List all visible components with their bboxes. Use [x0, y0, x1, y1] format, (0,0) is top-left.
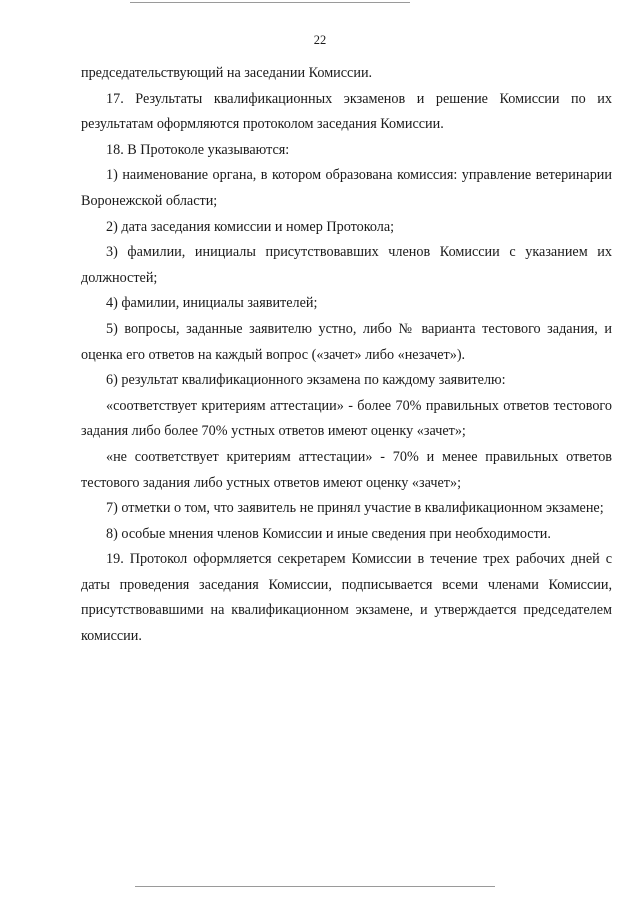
- paragraph: 5) вопросы, заданные заявителю устно, либо № варианта тестового задания, и оценка его ответов на каждый вопрос («зачет» либо «незачет»).: [81, 320, 612, 363]
- paragraph: 2) дата заседания комиссии и номер Протокола;: [106, 218, 395, 235]
- paragraph: 6) результат квалификационного экзамена по каждому заявителю:: [106, 372, 506, 389]
- paragraph: 19. Протокол оформляется секретарем Комиссии в течение трех рабочих дней с даты проведения заседания Комиссии, подписывается всеми членами Комиссии, присутствовавшими на квалификационном экзамене, и утверждается председателем комиссии.: [81, 551, 612, 645]
- paragraph: 17. Результаты квалификационных экзаменов и решение Комиссии по их результатам оформляются протоколом заседания Комиссии.: [81, 90, 612, 133]
- paragraph: 4) фамилии, инициалы заявителей;: [106, 295, 318, 312]
- paragraph: 7) отметки о том, что заявитель не принял участие в квалификационном экзамене;: [106, 500, 604, 517]
- paragraph: 8) особые мнения членов Комиссии и иные сведения при необходимости.: [106, 525, 551, 542]
- scan-edge-bottom: [135, 886, 495, 887]
- paragraph: 18. В Протоколе указываются:: [106, 141, 290, 158]
- document-body: [81, 61, 612, 650]
- paragraph: 3) фамилии, инициалы присутствовавших членов Комиссии с указанием их должностей;: [81, 244, 612, 286]
- paragraph: председательствующий на заседании Комиссии.: [81, 65, 373, 81]
- paragraph: 1) наименование органа, в котором образована комиссия: управление ветеринарии Воронежской области;: [81, 167, 612, 209]
- paragraph: «соответствует критериям аттестации» - более 70% правильных ответов тестового задания либо более 70% устных ответов имеют оценку «зачет»;: [81, 397, 612, 440]
- paragraph: «не соответствует критериям аттестации» - 70% и менее правильных ответов тестового задания либо устных ответов имеют оценку «зачет»;: [81, 448, 612, 491]
- page-number: 22: [313, 33, 327, 47]
- scan-edge-top: [130, 2, 410, 3]
